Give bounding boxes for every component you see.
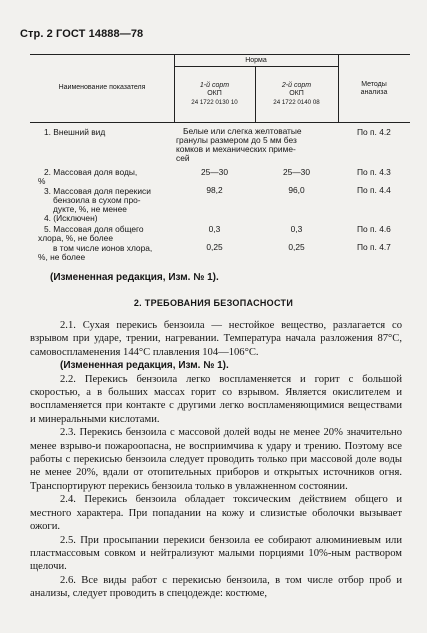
paragraph-2-1: 2.1. Сухая перекись бензоила — нестойкое вещество, разлагается со взрывом при ударе, трении, нагревании. Температура начала разложения 87°C, самовоспламенения 144°C плавления 104—106°C. <box>30 320 402 358</box>
row2-grade2: 25—30 <box>282 167 310 177</box>
row5-name-2: хлора, %, не более <box>38 233 113 243</box>
row6-name-1: в том числе ионов хлора, <box>53 243 153 253</box>
row1-merged-line3: комков и механических приме- <box>176 144 296 154</box>
grade1-title: 1-й сорт <box>199 82 230 89</box>
row6-grade1: 0,25 <box>206 242 223 252</box>
row1-name: 1. Внешний вид <box>44 127 106 137</box>
row6-name-2: %, не более <box>38 252 86 262</box>
row5-grade1: 0,3 <box>208 224 221 234</box>
row2-name-2: % <box>38 176 46 186</box>
row3-name-3: дукте, %, не менее <box>53 204 127 214</box>
amendment-note-2: (Измененная редакция, Изм. № 1). <box>60 360 229 372</box>
row3-grade2: 96,0 <box>288 185 305 195</box>
row1-method: По п. 4.2 <box>357 127 391 137</box>
grade2-okp: ОКП <box>289 90 304 97</box>
paragraph-2-6: 2.6. Все виды работ с перекисью бензоила, в том числе отбор проб и анализы, следует проводить в спецодежде: костюме, <box>30 574 402 600</box>
paragraph-2-2: 2.2. Перекись бензоила легко воспламеняется и горит с большой скоростью, а в больших массах горит со взрывом. Является окислителем и воспламеняется при контакте с другими легко воспламеняющимися веществами и минеральными кислотами. <box>30 373 402 425</box>
table-top-rule <box>30 54 410 55</box>
row3-method: По п. 4.4 <box>357 185 391 195</box>
grade1-code: 24 1722 0130 10 <box>191 99 238 106</box>
row3-name-2: бензоила в сухом про- <box>53 195 141 205</box>
grade2-code: 24 1722 0140 08 <box>273 99 320 106</box>
row5-method: По п. 4.6 <box>357 224 391 234</box>
norm-under-rule <box>174 66 338 67</box>
row6-method: По п. 4.7 <box>357 242 391 252</box>
col-methods-header-1: Методы <box>361 81 387 88</box>
row3-name-1: 3. Массовая доля перекиси <box>44 186 151 196</box>
table-head-bottom-rule <box>30 122 410 123</box>
col-methods-header-2: анализа <box>360 89 388 96</box>
row3-grade1: 98,2 <box>206 185 223 195</box>
row5-grade2: 0,3 <box>290 224 303 234</box>
row2-name-1: 2. Массовая доля воды, <box>44 167 138 177</box>
row1-merged-line1: Белые или слегка желтоватые <box>183 126 302 136</box>
section-body <box>30 319 402 601</box>
row1-merged-line4: сей <box>176 153 190 163</box>
paragraph-2-5: 2.5. При просыпании перекиси бензоила ее собирают алюминиевым или пластмассовым совком и нейтрализуют малыми порциями 10%-ным раствором щелочи. <box>30 534 402 573</box>
row2-grade1: 25—30 <box>200 167 228 177</box>
row4-name: 4. (Исключен) <box>44 213 98 223</box>
grade2-title: 2-й сорт <box>281 82 312 89</box>
col-name-header: Наименование показателя <box>58 84 146 91</box>
row2-method: По п. 4.3 <box>357 167 391 177</box>
row5-name-1: 5. Массовая доля общего <box>44 224 144 234</box>
amendment-note-1: (Измененная редакция, Изм. № 1). <box>50 272 219 283</box>
col-norm-header: Норма <box>245 57 267 64</box>
row1-merged-line2: гранулы размером до 5 мм без <box>176 135 297 145</box>
row6-grade2: 0,25 <box>288 242 305 252</box>
grade1-okp: ОКП <box>207 90 222 97</box>
section-title: 2. ТРЕБОВАНИЯ БЕЗОПАСНОСТИ <box>133 298 294 308</box>
paragraph-2-4: 2.4. Перекись бензоила обладает токсическим действием общего и местного характера. При попадании на кожу и слизистые оболочки вызывает ожоги. <box>30 494 402 533</box>
paragraph-2-3: 2.3. Перекись бензоила с массовой долей воды не менее 20% значительно менее взрыво-и пожароопасна, не восприимчива к удару и трению. Поэтому все работы с перекисью бензоила следует проводить только при массовой доле воды не менее 20%, вдали от отопительных приборов и открытых источников огня. Транспортируют перекись бензоила только в увлажненном состоянии. <box>30 427 402 492</box>
page-header: Стр. 2 ГОСТ 14888—78 <box>20 28 144 40</box>
